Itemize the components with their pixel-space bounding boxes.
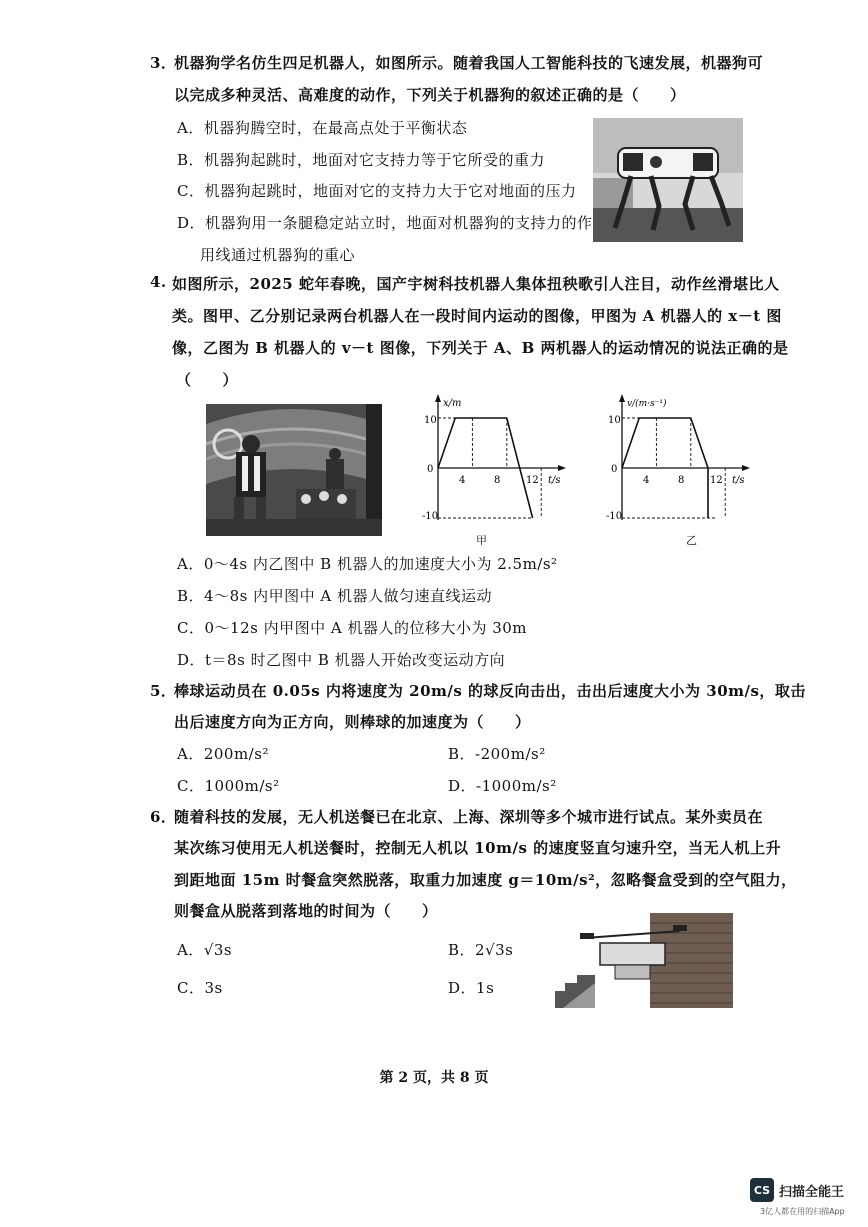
option-d: D．1s: [448, 979, 495, 997]
question-stem-line: 棒球运动员在 0.05s 内将速度为 20m/s 的球反向击出，击出后速度大小为 30m/s，取击: [174, 682, 806, 700]
graph-jia-svg: [416, 392, 566, 542]
y-axis-label: v/(m·s⁻¹): [627, 399, 667, 409]
option-a: A．200m/s²: [177, 745, 269, 763]
option-b: B．-200m/s²: [448, 745, 546, 763]
option-a: A．0～4s 内乙图中 B 机器人的加速度大小为 2.5m/s²: [177, 555, 558, 573]
origin-label: 0: [427, 464, 434, 475]
question-stem-line: 随着科技的发展，无人机送餐已在北京、上海、深圳等多个城市进行试点。某外卖员在: [174, 808, 764, 826]
y-tick-label: 10: [608, 415, 621, 426]
question-stem-line: 则餐盒从脱落到落地的时间为（ ）: [174, 902, 438, 920]
x-tick-label: 4: [459, 475, 466, 486]
y-tick-label: 10: [424, 415, 437, 426]
question-stem-line: 机器狗学名仿生四足机器人，如图所示。随着我国人工智能科技的飞速发展，机器狗可: [174, 54, 764, 72]
spring-gala-robot-photo: [206, 404, 382, 536]
robot-dog-photo: [593, 118, 743, 242]
question-stem-line: 以完成多种灵活、高难度的动作，下列关于机器狗的叙述正确的是（ ）: [174, 86, 686, 104]
option-b: B．2√3s: [448, 941, 514, 959]
option-a: A．机器狗腾空时，在最高点处于平衡状态: [177, 119, 468, 137]
x-tick-label: 4: [643, 475, 650, 486]
camscanner-logo-icon: CS: [750, 1178, 774, 1202]
question-stem-line: 某次练习使用无人机送餐时，控制无人机以 10m/s 的速度竖直匀速升空，当无人机上升: [174, 839, 782, 857]
y-axis-label: x/m: [443, 398, 462, 409]
x-axis-label: t/s: [732, 475, 745, 486]
camscanner-watermark: [750, 1178, 844, 1202]
y-axis-arrow: [619, 394, 625, 402]
option-d: D．机器狗用一条腿稳定站立时，地面对机器狗的支持力的作: [177, 214, 593, 232]
graph-caption: 乙: [686, 534, 697, 547]
question-stem-line: 类。图甲、乙分别记录两台机器人在一段时间内运动的图像，甲图为 A 机器人的 x－t 图: [172, 307, 782, 325]
x-axis-arrow: [558, 465, 566, 471]
option-c: C．机器狗起跳时，地面对它的支持力大于它对地面的压力: [177, 182, 577, 200]
y-axis-arrow: [435, 394, 441, 402]
drone-delivery-photo: [555, 913, 733, 1008]
question-stem-line: 出后速度方向为正方向，则棒球的加速度为（ ）: [174, 713, 531, 731]
question-number: 6．: [150, 808, 177, 826]
option-d-continued: 用线通过机器狗的重心: [200, 246, 356, 264]
question-stem-line: 到距地面 15m 时餐盒突然脱落，取重力加速度 g＝10m/s²，忽略餐盒受到的空气阻力，: [174, 871, 797, 889]
graph-caption: 甲: [476, 534, 487, 547]
question-stem-line: 如图所示，2025 蛇年春晚，国产宇树科技机器人集体扭秧歌引人注目，动作丝滑堪比人: [172, 275, 780, 293]
question-stem-line: （ ）: [176, 371, 239, 389]
option-d: D．t＝8s 时乙图中 B 机器人开始改变运动方向: [177, 651, 506, 669]
camscanner-name: 扫描全能王: [779, 1184, 845, 1200]
option-a: A．√3s: [177, 941, 233, 959]
question-number: 4.: [150, 273, 167, 291]
option-c: C．1000m/s²: [177, 777, 280, 795]
option-b: B．4～8s 内甲图中 A 机器人做匀速直线运动: [177, 587, 492, 605]
question-number: 3．: [150, 54, 177, 72]
x-axis-arrow: [742, 465, 750, 471]
option-c: C．0～12s 内甲图中 A 机器人的位移大小为 30m: [177, 619, 528, 637]
x-tick-label: 12: [526, 475, 539, 486]
graph-jia: [416, 392, 566, 547]
x-tick-label: 8: [494, 475, 501, 486]
question-number: 5．: [150, 682, 177, 700]
option-c: C．3s: [177, 979, 223, 997]
x-axis-label: t/s: [548, 475, 561, 486]
y-tick-label: -10: [422, 511, 439, 522]
question-stem-line: 像，乙图为 B 机器人的 v－t 图像，下列关于 A、B 两机器人的运动情况的说法正确的是: [172, 339, 789, 357]
graph-yi: [600, 392, 750, 547]
page-number: 第 2 页，共 8 页: [379, 1070, 489, 1086]
camscanner-tagline: 3亿人都在用的扫描App: [760, 1207, 845, 1216]
y-tick-label: -10: [606, 511, 623, 522]
option-d: D．-1000m/s²: [448, 777, 557, 795]
graph-yi-svg: [600, 392, 750, 542]
x-tick-label: 12: [710, 475, 723, 486]
x-tick-label: 8: [678, 475, 685, 486]
option-b: B．机器狗起跳时，地面对它支持力等于它所受的重力: [177, 151, 546, 169]
origin-label: 0: [611, 464, 618, 475]
